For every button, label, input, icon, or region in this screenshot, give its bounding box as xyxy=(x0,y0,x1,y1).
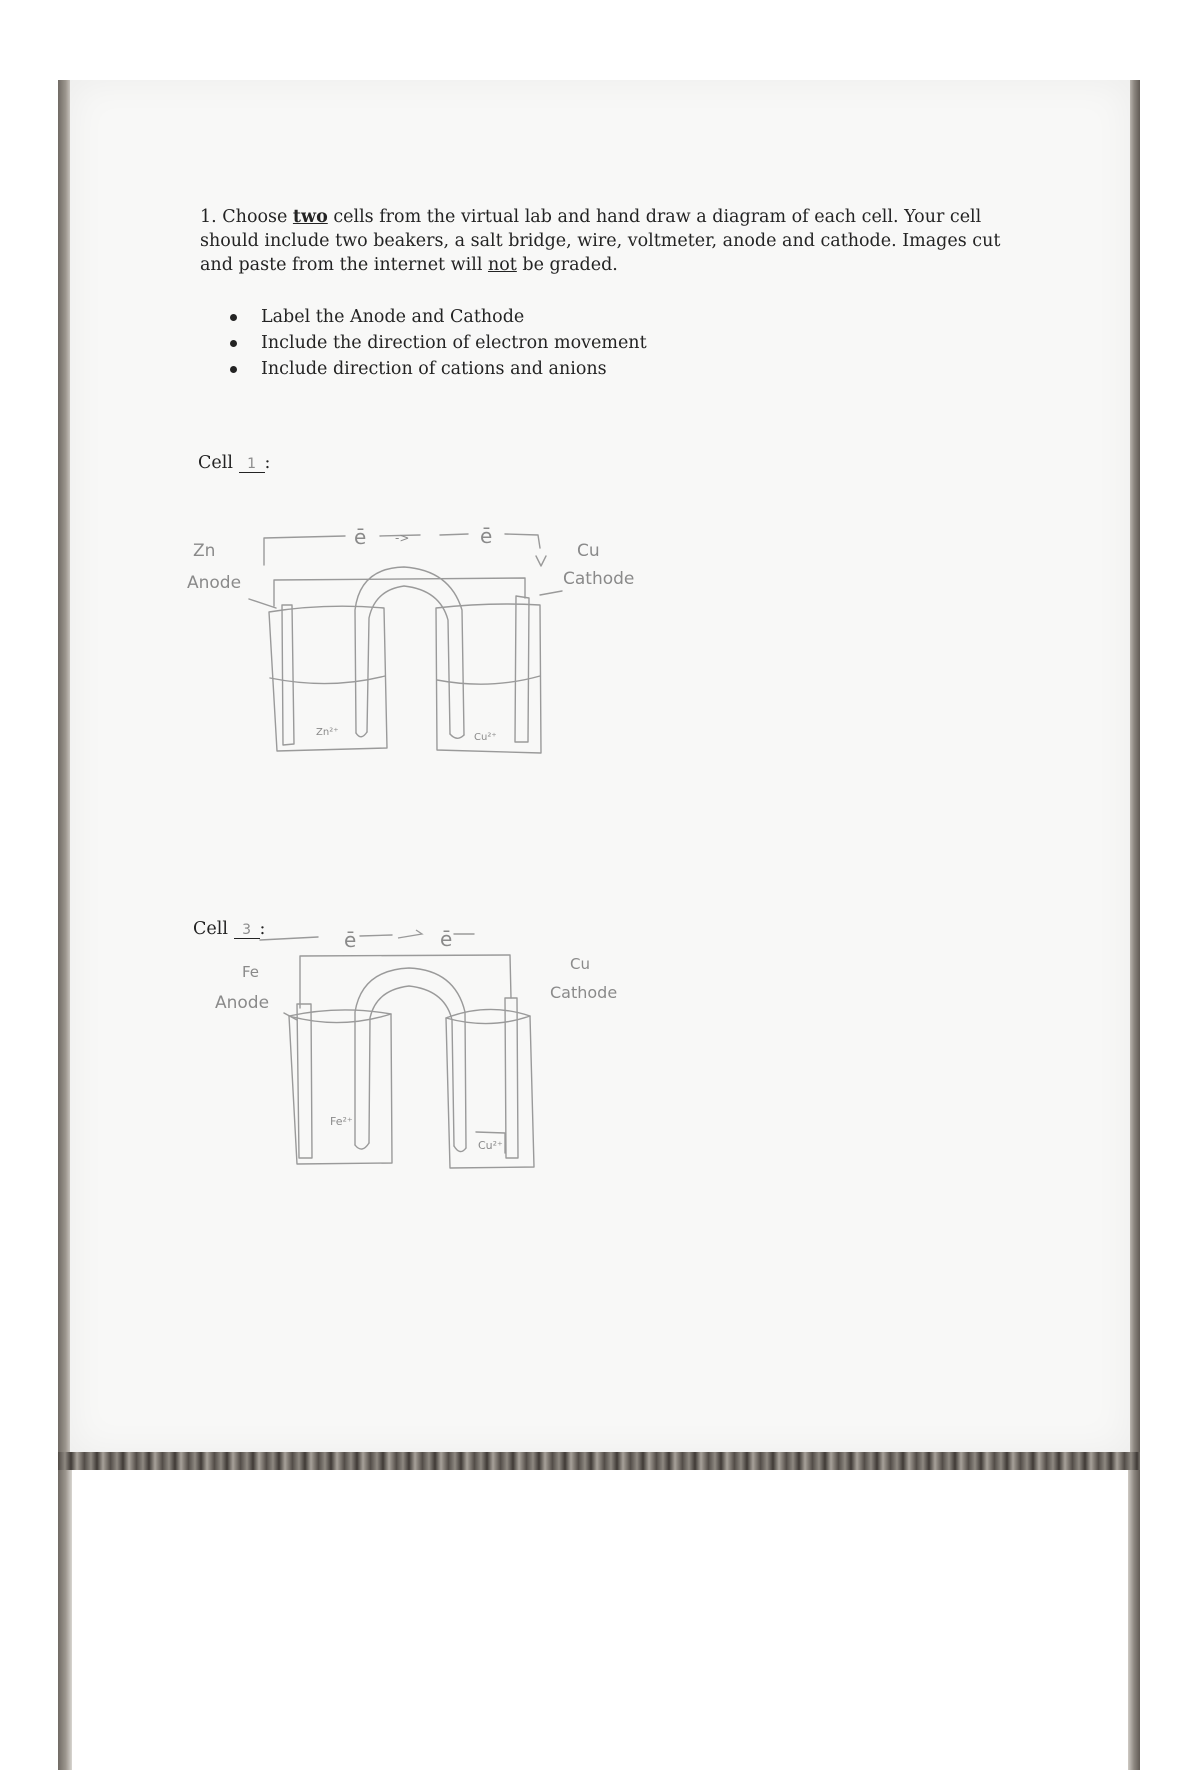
cell-3-wire xyxy=(300,955,511,1008)
cell-1-number: 1 xyxy=(239,456,265,473)
cell-3-arrow xyxy=(398,930,422,938)
question-text-2: cells from the virtual lab and hand draw a diagram of each cell. Your cell should include two beakers, a salt bridge, wire, voltmeter, anode and cathode. Images cut and paste from the internet will xyxy=(200,207,1001,275)
cell-1-wire-lower xyxy=(274,578,525,606)
list-item: Label the Anode and Cathode xyxy=(228,304,647,330)
cell-3-anode-label-line xyxy=(284,1013,297,1020)
cell-1-right-metal: Cu xyxy=(577,541,600,561)
question-number: 1. xyxy=(200,207,217,227)
cell-1-right-role: Cathode xyxy=(563,569,635,589)
cell-3-left-top xyxy=(289,1014,391,1023)
cell-3-anode-electrode xyxy=(297,1004,312,1158)
cell-1-left-metal: Zn xyxy=(193,541,216,561)
cell-3-colon: : xyxy=(259,919,266,939)
cell-3-right-metal: Cu xyxy=(570,955,590,973)
emphasis-not: not xyxy=(487,255,517,275)
cell-3-right-role: Cathode xyxy=(550,983,618,1002)
cell-1-electrode-arrow xyxy=(536,556,546,566)
cell-1-arrow: -> xyxy=(395,531,410,545)
cell-1-right-solution xyxy=(437,676,540,684)
cell-3-left-role: Anode xyxy=(215,993,270,1013)
cell-1-salt-bridge-bottom xyxy=(356,732,464,738)
list-item: Include direction of cations and anions xyxy=(228,356,647,382)
emphasis-two: two xyxy=(292,207,328,227)
cell-3-right-ion: Cu²⁺ xyxy=(478,1139,503,1152)
question-text-1: Choose xyxy=(222,207,293,227)
cell-1-electron-right: ē xyxy=(480,524,493,548)
cell-3-left-ion: Fe²⁺ xyxy=(330,1115,353,1128)
cell-1-right-beaker xyxy=(436,604,541,753)
cell-1-anode-label-line xyxy=(249,599,276,608)
cell-3-number: 3 xyxy=(234,922,260,939)
cell-3-left-metal: Fe xyxy=(242,963,260,981)
cell-1-cathode-electrode xyxy=(515,596,529,742)
cell-1-anode-electrode xyxy=(282,605,294,745)
cell-1-cathode-label-line xyxy=(540,591,562,595)
cell-1-left-ion: Zn²⁺ xyxy=(316,727,339,738)
cell-1-left-role: Anode xyxy=(187,573,242,593)
cell-3-label: Cell xyxy=(193,919,228,939)
cell-1-colon: : xyxy=(264,453,271,473)
question-text-3: be graded. xyxy=(516,255,618,275)
cell-3-salt-bridge-inner xyxy=(369,986,454,1146)
cell-3-electron-right: ē xyxy=(440,927,453,951)
cell-1-right-ion: Cu²⁺ xyxy=(474,732,497,743)
cell-3-left-beaker xyxy=(289,1010,392,1164)
list-item: Include the direction of electron movement xyxy=(228,330,647,356)
cell-3-electron-left: ē xyxy=(344,928,357,952)
cell-1-salt-bridge-outer xyxy=(355,567,464,735)
cell-1-diagram xyxy=(249,534,562,753)
cell-3-diagram xyxy=(260,934,534,1168)
cell-1-electron-left: ē xyxy=(354,525,367,549)
cell-1-label: Cell xyxy=(198,453,233,473)
